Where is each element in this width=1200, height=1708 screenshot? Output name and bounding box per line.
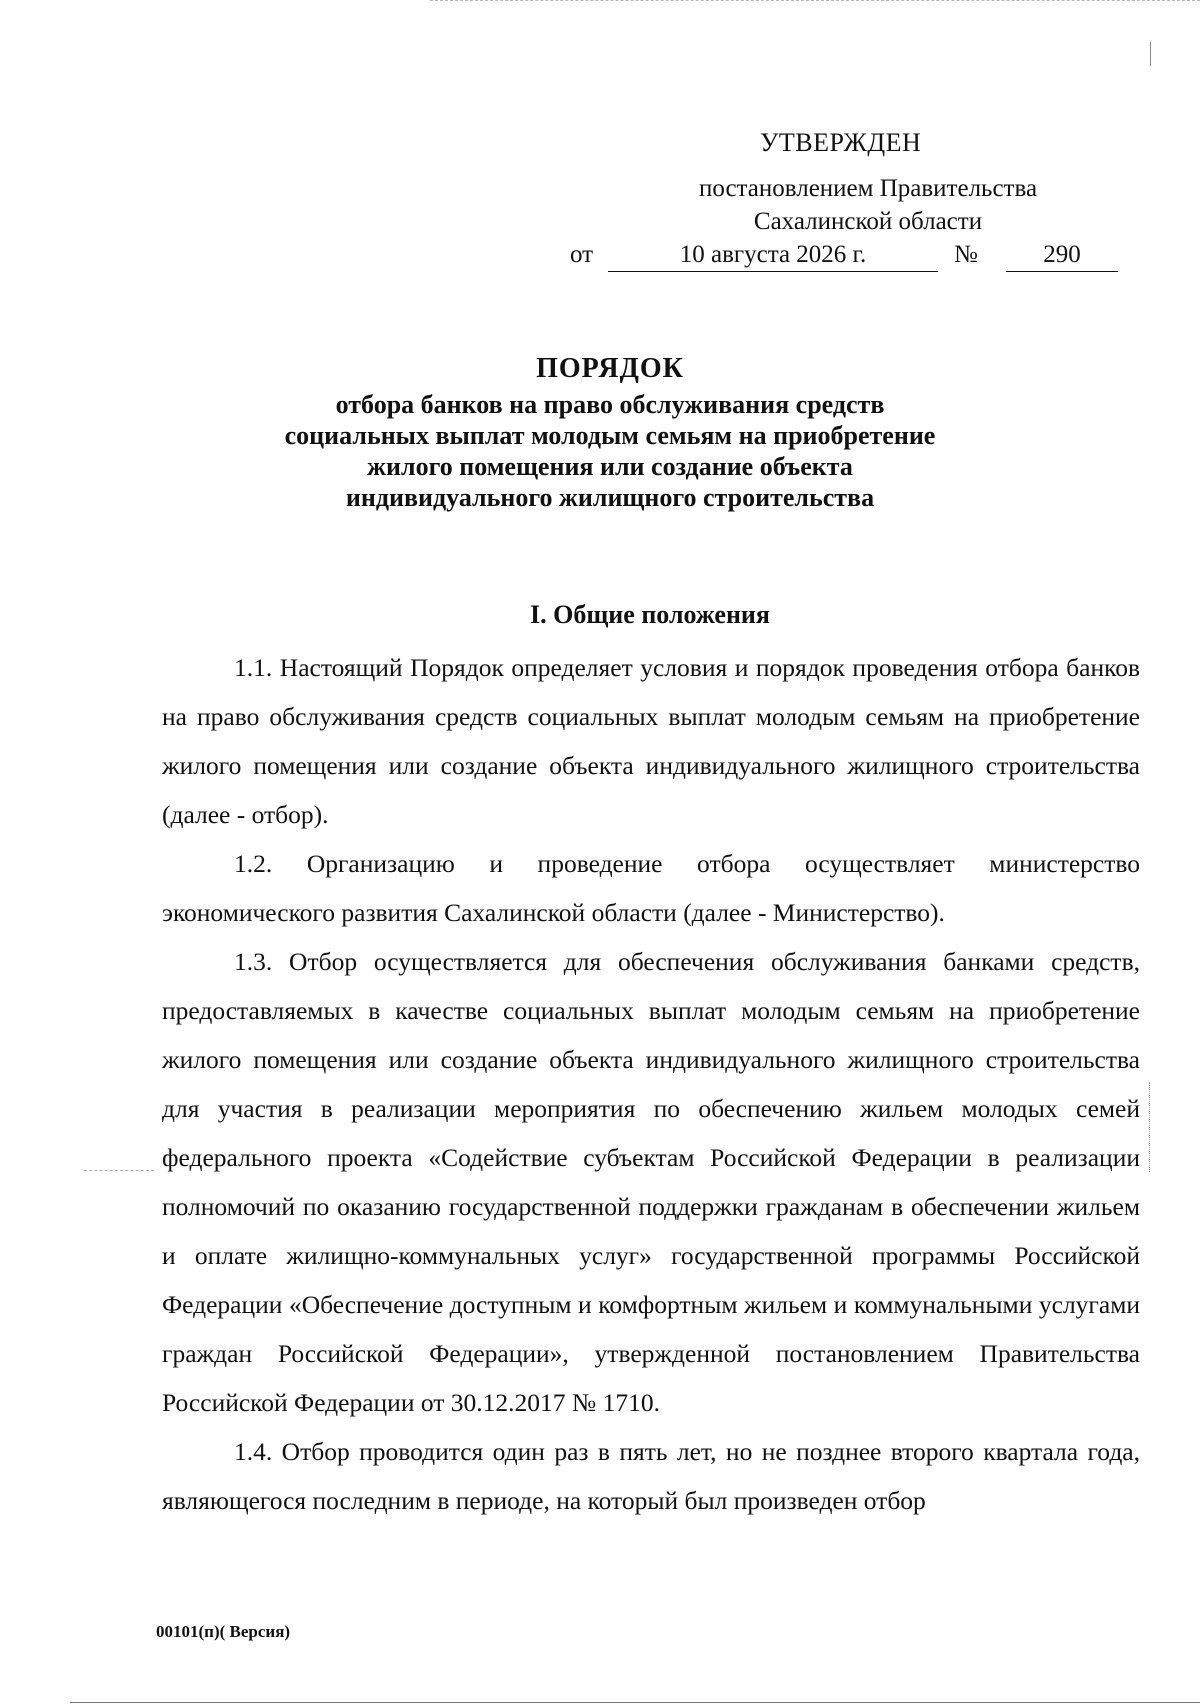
- approval-date-number-row: [560, 238, 1140, 272]
- scan-edge-bottom: [70, 1702, 1200, 1703]
- document-title-line: социальных выплат молодым семьям на приобретение: [284, 421, 936, 450]
- approval-date: 10 августа 2026 г.: [608, 238, 938, 272]
- document-title-line: отбора банков на право обслуживания средств: [335, 390, 885, 419]
- scan-mark-right: [1150, 42, 1151, 66]
- document-title-line: индивидуального жилищного строительства: [345, 483, 875, 512]
- document-heading: ПОРЯДОК: [536, 353, 684, 384]
- number-sign: №: [954, 241, 978, 268]
- document-title-line: жилого помещения или создание объекта: [367, 452, 853, 481]
- paragraph-1-2: 1.2. Организацию и проведение отбора осуществляет министерство экономического развития Сахалинской области (далее - Министерство).: [162, 849, 1140, 927]
- approval-region-line: Сахалинской области: [753, 208, 983, 235]
- date-prefix: от: [570, 241, 594, 268]
- approval-number: 290: [1006, 238, 1118, 272]
- approved-stamp-text: УТВЕРЖДЕН: [760, 128, 922, 157]
- document-title: [160, 353, 1060, 513]
- approval-authority-line: постановлением Правительства: [698, 175, 1038, 202]
- paragraph-1-3: 1.3. Отбор осуществляется для обеспечения обслуживания банками средств, предоставляемых в качестве социальных выплат молодым семьям на приобретение жилого помещения или создание объекта индивидуального жилищного строительства для участия в реализации мероприятия по обеспечению жильем молодых семей федерального проекта «Содействие субъектам Российской Федерации в реализации полномочий по оказанию государственной поддержки гражданам в обеспечении жильем и оплате жилищно-коммунальных услуг» государственной программы Российской Федерации «Обеспечение доступным и комфортным жильем и коммунальными услугами граждан Российской Федерации», утвержденной постановлением Правительства Российской Федерации от 30.12.2017 № 1710.: [162, 947, 1140, 1417]
- paragraph-1-4: 1.4. Отбор проводится один раз в пять лет, но не позднее второго квартала года, являющегося последним в периоде, на который был произведен отбор: [162, 1437, 1140, 1515]
- footer-document-code: 00101(п)( Версия): [156, 1622, 291, 1641]
- scan-edge-top: [430, 0, 1200, 1]
- scan-mark-left: [84, 1170, 154, 1171]
- document-body: [162, 643, 1140, 1525]
- scan-mark-margin: [1149, 1082, 1150, 1172]
- section-heading: I. Общие положения: [530, 600, 770, 629]
- paragraph-1-1: 1.1. Настоящий Порядок определяет условия и порядок проведения отбора банков на право обслуживания средств социальных выплат молодым семьям на приобретение жилого помещения или создание объекта индивидуального жилищного строительства (далее - отбор).: [162, 653, 1140, 829]
